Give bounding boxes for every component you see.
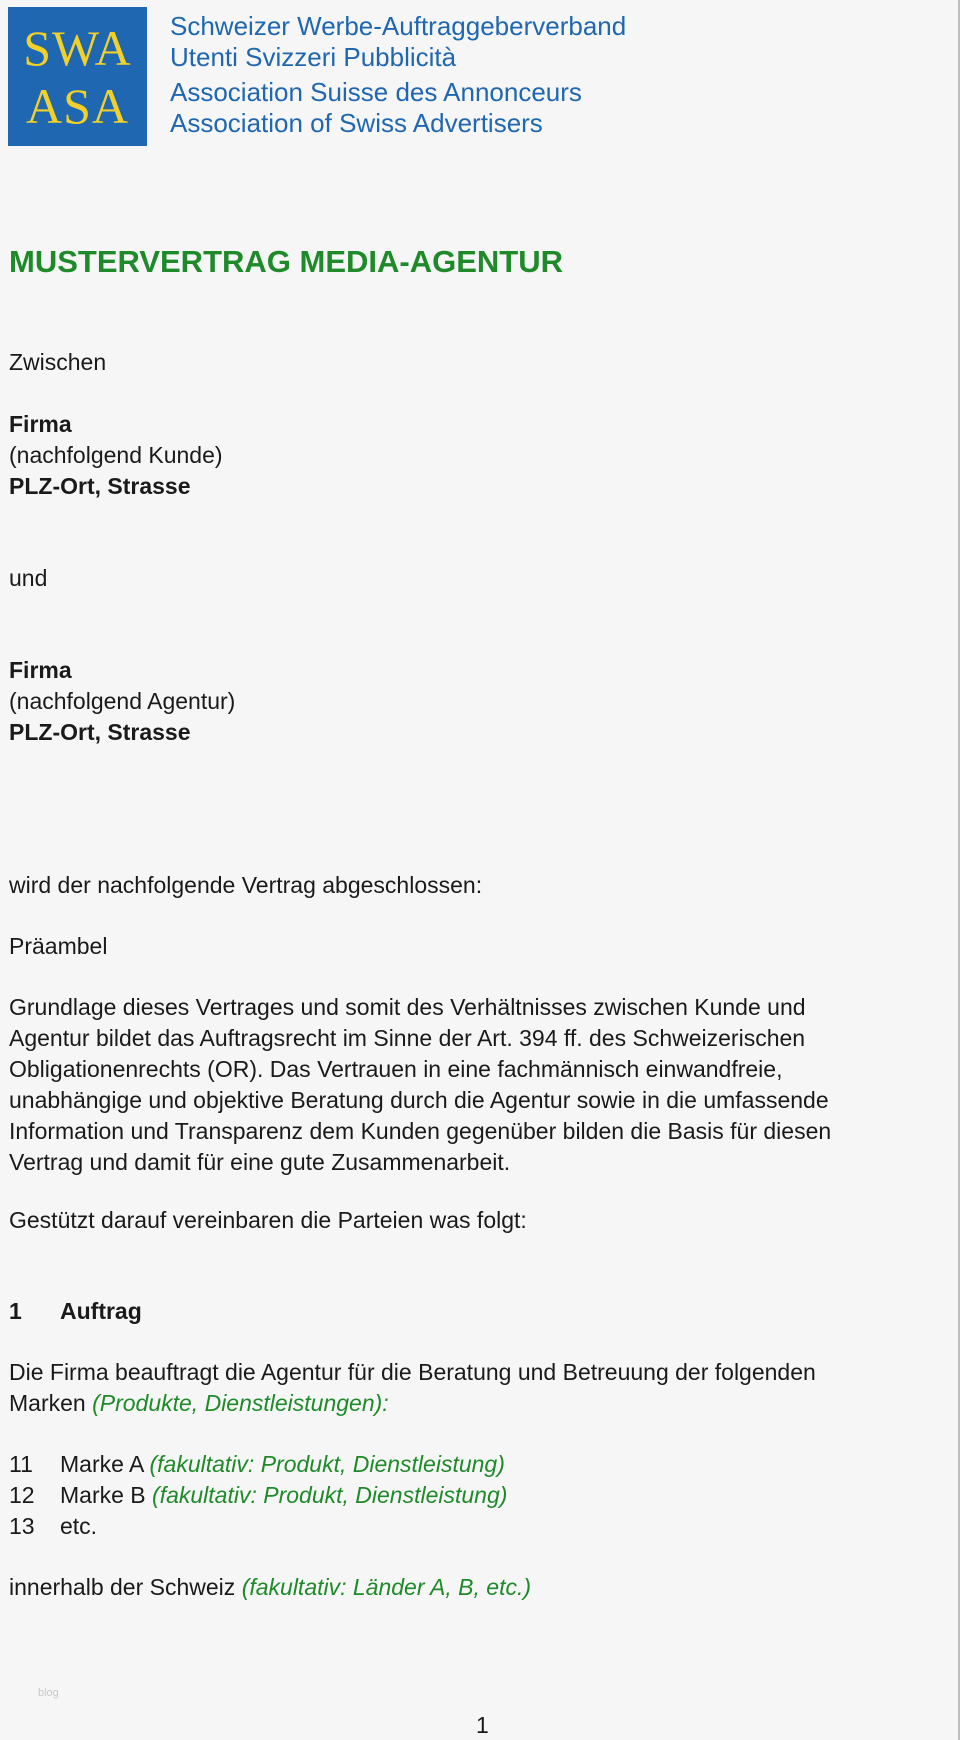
section-1-heading (9, 1296, 142, 1327)
connector-text: und (9, 565, 48, 591)
section-1-line: Die Firma beauftragt die Agentur für die Beratung und Betreuung der folgenden (9, 1359, 816, 1385)
list-item (9, 1449, 954, 1480)
item-note: (fakultativ: Produkt, Dienstleistung) (149, 1451, 505, 1477)
marken-note: (Produkte, Dienstleistungen): (92, 1390, 389, 1416)
org-name-fr: Association Suisse des Annonceurs (170, 77, 582, 107)
logo-line-2: ASA (25, 77, 130, 134)
preamble-line: Vertrag und damit für eine gute Zusammenarbeit. (9, 1149, 511, 1175)
document-title: MUSTERVERTRAG MEDIA-AGENTUR (9, 244, 563, 279)
section-title: Auftrag (60, 1298, 142, 1324)
party1-address: PLZ-Ort, Strasse (9, 473, 191, 499)
preamble-line: unabhängige und objektive Beratung durch die Agentur sowie in die umfassende (9, 1087, 829, 1113)
section-1-line (9, 1388, 954, 1419)
preamble-line: Agentur bildet das Auftragsrecht im Sinne der Art. 394 ff. des Schweizerischen (9, 1025, 806, 1051)
item-number: 13 (9, 1513, 35, 1539)
list-item (9, 1480, 954, 1511)
item-text: Marke B (60, 1482, 153, 1508)
swa-asa-logo (8, 7, 147, 146)
party1-name: Firma (9, 411, 72, 437)
preamble-line: Obligationenrechts (OR). Das Vertrauen in eine fachmännisch einwandfreie, (9, 1056, 783, 1082)
party1-role: (nachfolgend Kunde) (9, 442, 223, 468)
watermark: blog (38, 1687, 59, 1699)
marken-text: Marken (9, 1390, 93, 1416)
preamble-line: Information und Transparenz dem Kunden gegenüber bilden die Basis für diesen (9, 1118, 832, 1144)
organization-names (170, 11, 626, 139)
party2-name: Firma (9, 657, 72, 683)
logo-line-1: SWA (23, 19, 132, 76)
item-text: etc. (60, 1513, 98, 1539)
scope-text (9, 1572, 531, 1603)
item-note: (fakultativ: Produkt, Dienstleistung) (152, 1482, 508, 1508)
intro-text: Zwischen (9, 349, 107, 375)
scope-note: (fakultativ: Länder A, B, etc.) (241, 1574, 532, 1600)
item-number: 11 (9, 1451, 33, 1477)
list-item (9, 1511, 954, 1542)
org-name-it: Utenti Svizzeri Pubblicità (170, 42, 457, 72)
preamble-heading: Präambel (9, 933, 108, 959)
org-name-de: Schweizer Werbe-Auftraggeberverband (170, 11, 627, 41)
item-text: Marke A (60, 1451, 150, 1477)
preamble-paragraph (9, 992, 954, 1178)
concluded-text: wird der nachfolgende Vertrag abgeschlossen: (9, 872, 483, 898)
page-number: 1 (476, 1712, 489, 1738)
section-number: 1 (9, 1298, 22, 1324)
party2-role: (nachfolgend Agentur) (9, 688, 236, 714)
org-name-en: Association of Swiss Advertisers (170, 108, 543, 138)
scope-main: innerhalb der Schweiz (9, 1574, 242, 1600)
agreement-text: Gestützt darauf vereinbaren die Parteien was folgt: (9, 1207, 527, 1233)
brand-list (9, 1449, 954, 1542)
preamble-line: Grundlage dieses Vertrages und somit des Verhältnisses zwischen Kunde und (9, 994, 806, 1020)
item-number: 12 (9, 1482, 35, 1508)
party2-address: PLZ-Ort, Strasse (9, 719, 191, 745)
section-1-intro (9, 1357, 954, 1419)
